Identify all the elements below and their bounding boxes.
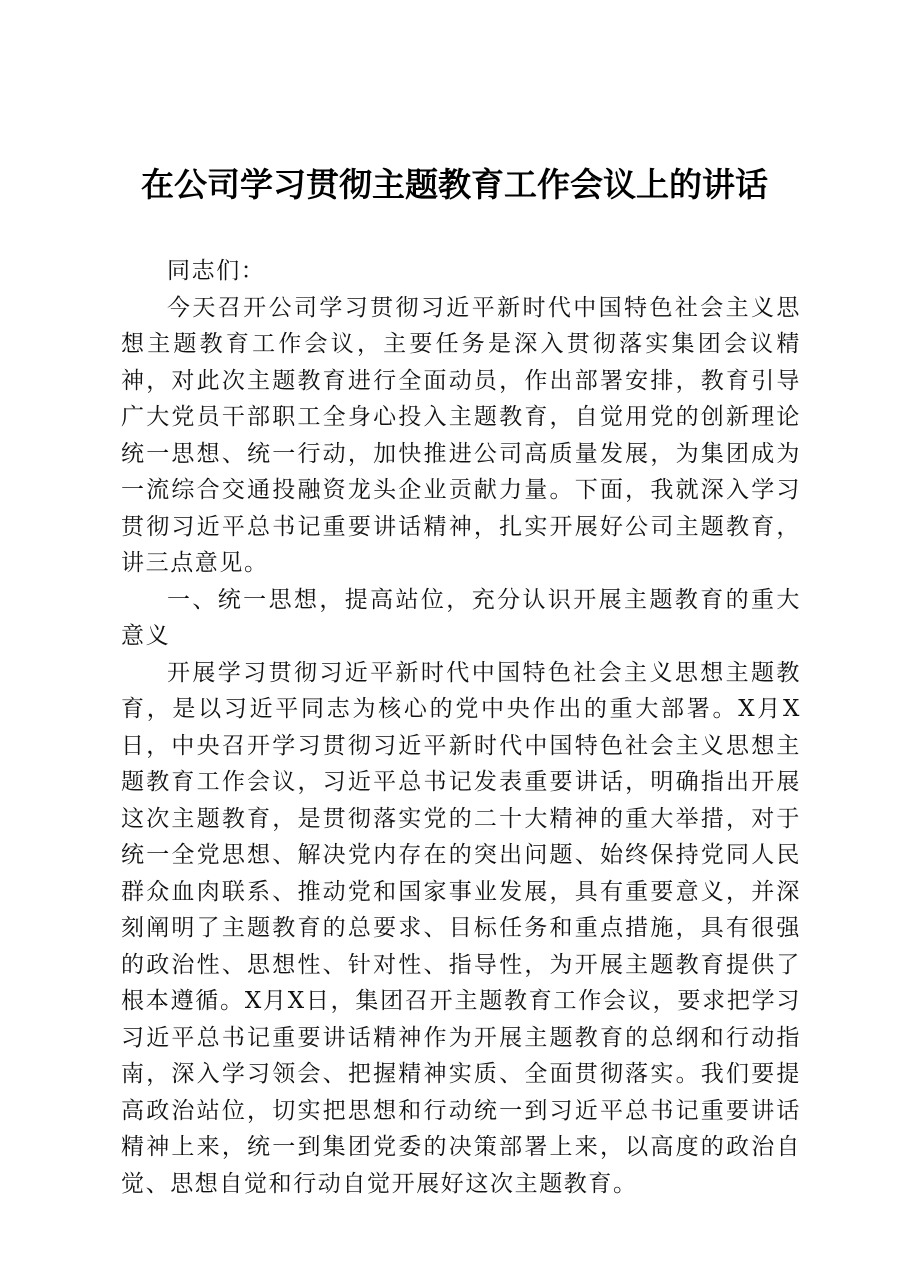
salutation: 同志们：: [167, 258, 266, 284]
document-title: 在公司学习贯彻主题教育工作会议上的讲话: [141, 165, 768, 204]
document-body: [121, 253, 801, 1202]
intro-paragraph: 今天召开公司学习贯彻习近平新时代中国特色社会主义思想主题教育工作会议，主要任务是深入贯彻落实集团会议精神，对此次主题教育进行全面动员，作出部署安排，教育引导广大党员干部职工全身心投入主题教育，自觉用党的创新理论统一思想、统一行动，加快推进公司高质量发展，为集团成为一流综合交通投融资龙头企业贡献力量。下面，我就深入学习贯彻习近平总书记重要讲话精神，扎实开展好公司主题教育，讲三点意见。: [121, 294, 801, 576]
section-1-paragraph: 开展学习贯彻习近平新时代中国特色社会主义思想主题教育，是以习近平同志为核心的党中央作出的重大部署。X月X日，中央召开学习贯彻习近平新时代中国特色社会主义思想主题教育工作会议，习近平总书记发表重要讲话，明确指出开展这次主题教育，是贯彻落实党的二十大精神的重大举措，对于统一全党思想、解决党内存在的突出问题、始终保持党同人民群众血肉联系、推动党和国家事业发展，具有重要意义，并深刻阐明了主题教育的总要求、目标任务和重点措施，具有很强的政治性、思想性、针对性、指导性，为开展主题教育提供了根本遵循。X月X日，集团召开主题教育工作会议，要求把学习习近平总书记重要讲话精神作为开展主题教育的总纲和行动指南，深入学习领会、把握精神实质、全面贯彻落实。我们要提高政治站位，切实把思想和行动统一到习近平总书记重要讲话精神上来，统一到集团党委的决策部署上来，以高度的政治自觉、思想自觉和行动自觉开展好这次主题教育。: [121, 659, 801, 1197]
section-heading-1: 一、统一思想，提高站位，充分认识开展主题教育的重大意义: [121, 586, 801, 649]
